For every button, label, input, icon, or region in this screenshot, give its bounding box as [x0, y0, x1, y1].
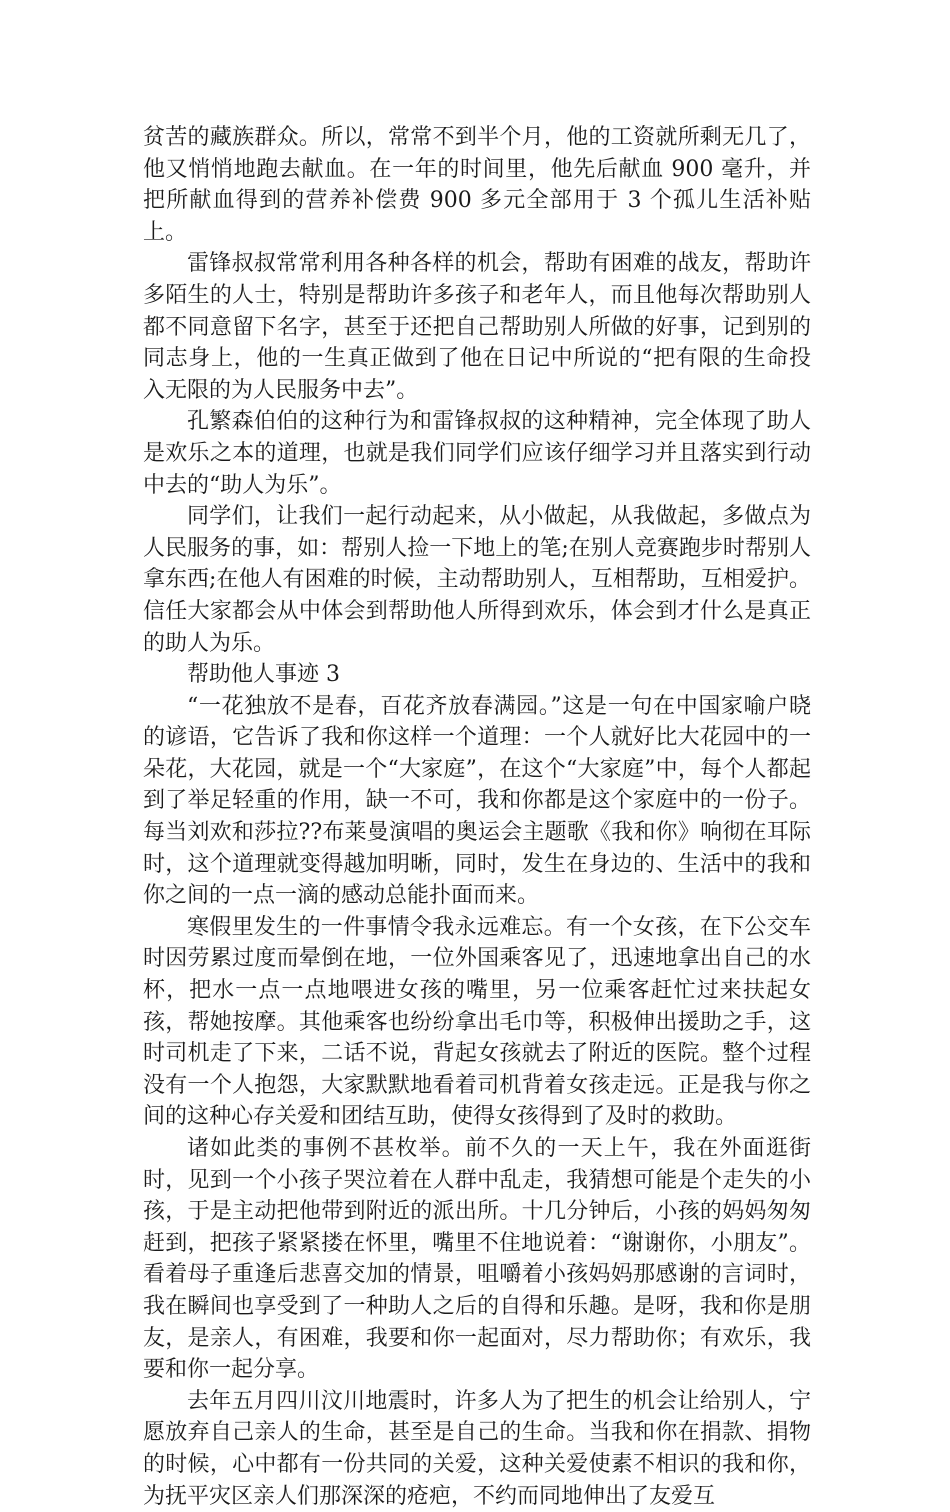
paragraph-7: 诸如此类的事例不甚枚举。前不久的一天上午，我在外面逛街时，见到一个小孩子哭泣着在人群中乱走，我猜想可能是个走失的小孩，于是主动把他带到附近的派出所。十几分钟后，小孩的妈妈匆匆赶到，把孩子紧紧搂在怀里，嘴里不住地说着：“谢谢你，小朋友”。看着母子重逢后悲喜交加的情景，咀嚼着小孩妈妈那感谢的言词时，我在瞬间也享受到了一种助人之后的自得和乐趣。是呀，我和你是朋友，是亲人，有困难，我要和你一起面对，尽力帮助你；有欢乐，我要和你一起分享。	[143, 1136, 811, 1383]
paragraph-3: 孔繁森伯伯的这种行为和雷锋叔叔的这种精神，完全体现了助人是欢乐之本的道理，也就是我们同学们应该仔细学习并且落实到行动中去的“助人为乐”。	[143, 409, 811, 498]
paragraph-1: 贫苦的藏族群众。所以，常常不到半个月，他的工资就所剩无几了，他又悄悄地跑去献血。在一年的时间里，他先后献血 900 毫升，并把所献血得到的营养补偿费 900 多元全部用于 3 个孤儿生活补贴上。	[143, 125, 811, 245]
paragraph-4: 同学们，让我们一起行动起来，从小做起，从我做起，多做点为人民服务的事，如：帮别人捡一下地上的笔;在别人竞赛跑步时帮别人拿东西;在他人有困难的时候，主动帮助别人，互相帮助，互相爱护。信任大家都会从中体会到帮助他人所得到欢乐，体会到才什么是真正的助人为乐。	[143, 504, 811, 656]
document-body	[143, 122, 811, 1512]
section-heading: 帮助他人事迹 3	[187, 662, 340, 688]
paragraph-6: 寒假里发生的一件事情令我永远难忘。有一个女孩，在下公交车时因劳累过度而晕倒在地，一位外国乘客见了，迅速地拿出自己的水杯，把水一点一点地喂进女孩的嘴里，另一位乘客赶忙过来扶起女孩，帮她按摩。其他乘客也纷纷拿出毛巾等，积极伸出援助之手，这时司机走了下来，二话不说，背起女孩就去了附近的医院。整个过程没有一个人抱怨，大家默默地看着司机背着女孩走远。正是我与你之间的这种心存关爱和团结互助，使得女孩得到了及时的救助。	[143, 914, 811, 1130]
paragraph-5: “一花独放不是春，百花齐放春满园。”这是一句在中国家喻户晓的谚语，它告诉了我和你这样一个道理：一个人就好比大花园中的一朵花，大花园，就是一个“大家庭”，在这个“大家庭”中，每个人都起到了举足轻重的作用，缺一不可，我和你都是这个家庭中的一份子。每当刘欢和莎拉??布莱曼演唱的奥运会主题歌《我和你》响彻在耳际时，这个道理就变得越加明晰，同时，发生在身边的、生活中的我和你之间的一点一滴的感动总能扑面而来。	[143, 693, 811, 909]
paragraph-8: 去年五月四川汶川地震时，许多人为了把生的机会让给别人，宁愿放弃自己亲人的生命，甚至是自己的生命。当我和你在捐款、捐物的时候，心中都有一份共同的关爱，这种关爱使素不相识的我和你，为抚平灾区亲人们那深深的疮疤，不约而同地伸出了友爱互	[143, 1388, 811, 1509]
paragraph-2: 雷锋叔叔常常利用各种各样的机会，帮助有困难的战友，帮助许多陌生的人士，特别是帮助许多孩子和老年人，而且他每次帮助别人都不同意留下名字，甚至于还把自己帮助别人所做的好事，记到别的同志身上，他的一生真正做到了他在日记中所说的“把有限的生命投入无限的为人民服务中去”。	[143, 251, 811, 403]
